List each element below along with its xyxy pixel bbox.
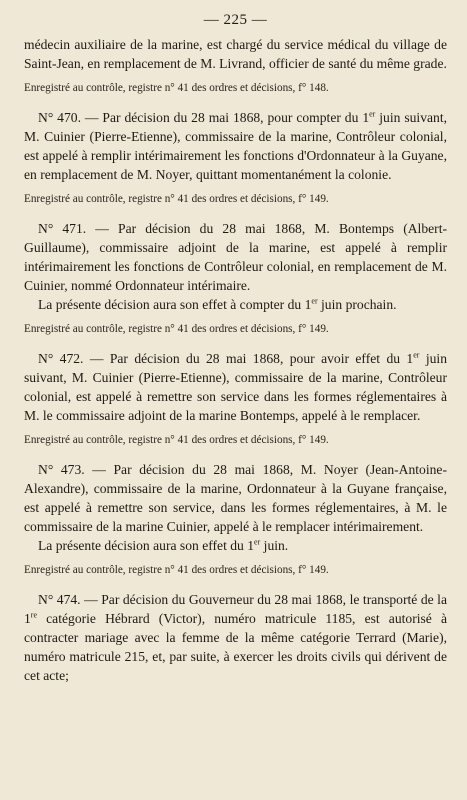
decision-paragraph: La présente décision aura son effet du 1er juin. (38, 537, 289, 553)
decision-474 (24, 590, 447, 685)
registration-note: Enregistré au contrôle, registre n° 41 des ordres et décisions, f° 149. (24, 434, 329, 446)
decision-paragraph: médecin auxiliaire de la marine, est chargé du service médical du village de Saint-Jean, en remplacement de M. Livrand, officier de santé du même grade. (24, 37, 447, 71)
decision-paragraph: N° 473. — Par décision du 28 mai 1868, M. Noyer (Jean-Antoine-Alexandre), commissaire de la marine, Ordonnateur à la Guyane française, est appelé à remettre son service, dans les formes réglementaires, à M. le commissaire de la marine Cuinier, appelé à le remplacer intérimairement. (24, 462, 447, 534)
decision-473 (24, 460, 447, 578)
decision-paragraph: La présente décision aura son effet à compter du 1er juin prochain. (38, 296, 397, 312)
registration-note: Enregistré au contrôle, registre n° 41 des ordres et décisions, f° 149. (24, 564, 329, 576)
registration-note: Enregistré au contrôle, registre n° 41 des ordres et décisions, f° 149. (24, 323, 329, 335)
decision-paragraph: N° 474. — Par décision du Gouverneur du 28 mai 1868, le transporté de la 1re catégorie Hébrard (Victor), numéro matricule 1185, est autorisé à contracter mariage avec la femme de la même catégorie Terrard (Marie), numéro matricule 215, et, par suite, à exercer les droits civils qui dérivent de cet acte; (24, 592, 447, 683)
decision-470 (24, 108, 447, 207)
page-number: — 225 — (203, 12, 268, 28)
registration-note: Enregistré au contrôle, registre n° 41 des ordres et décisions, f° 149. (24, 193, 329, 205)
decision-472 (24, 349, 447, 448)
decision-471 (24, 219, 447, 337)
decision-paragraph: N° 472. — Par décision du 28 mai 1868, pour avoir effet du 1er juin suivant, M. Cuinier (Pierre-Etienne), commissaire de la marine, Contrôleur colonial, est appelé à remettre son service dans les formes réglementaires à M. le commissaire adjoint de la marine Bontemps, appelé à le remplacer. (24, 350, 447, 423)
registration-note: Enregistré au contrôle, registre n° 41 des ordres et décisions, f° 148. (24, 82, 329, 94)
decision-paragraph: N° 470. — Par décision du 28 mai 1868, pour compter du 1er juin suivant, M. Cuinier (Pierre-Etienne), commissaire de la marine, Contrôleur colonial, est appelé à remplir intérimairement les fonctions d'Ordonnateur à la Guyane, en remplacement de M. Noyer, quittant momentanément la colonie. (24, 109, 447, 182)
continued-decision (24, 35, 447, 96)
decision-paragraph: N° 471. — Par décision du 28 mai 1868, M. Bontemps (Albert-Guillaume), commissaire adjoint de la marine, est appelé à remplir intérimairement les fonctions de Contrôleur colonial, en remplacement de M. Cuinier, nommé Ordonnateur intérimaire. (24, 221, 447, 293)
